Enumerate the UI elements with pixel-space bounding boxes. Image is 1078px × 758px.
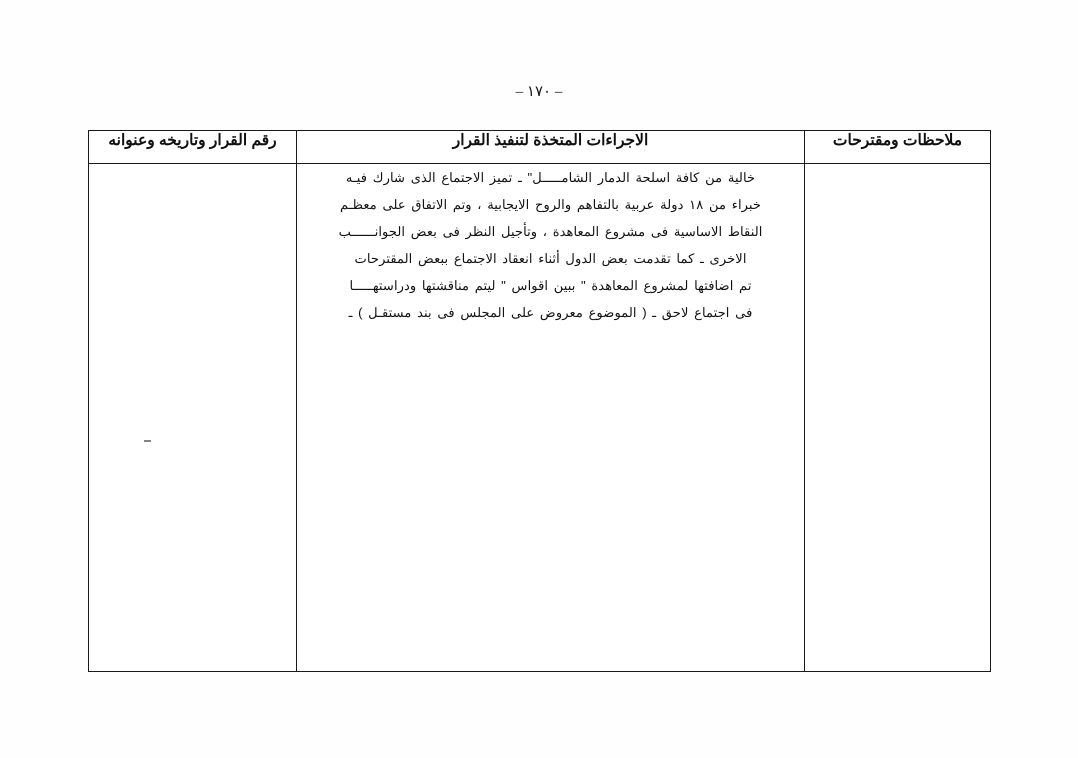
column-header-decision: رقم القرار وتاريخه وعنوانه: [89, 131, 297, 164]
text-line: تم اضافتها لمشروع المعاهدة " ببين اقواس " ليتم مناقشتها ودراستهـــــا: [349, 278, 752, 294]
column-header-notes: ملاحظات ومقترحات: [805, 131, 991, 164]
text-line: الاخرى ـ كما تقدمت بعض الدول أثناء انعقاد الاجتماع ببعض المقترحات: [354, 251, 747, 267]
column-header-actions: الاجراءات المتخذة لتنفيذ القرار: [297, 131, 805, 164]
text-line: خالية من كافة اسلحة الدمار الشامـــــل" ـ تميز الاجتماع الذى شارك فيـه: [345, 170, 756, 185]
text-line: فى اجتماع لاحق ـ ( الموضوع معروض على المجلس فى بند مستقـل ) ـ: [348, 305, 753, 321]
actions-paragraph: [297, 164, 804, 326]
table-header-row: [89, 131, 991, 164]
page-number: – ١٧٠ –: [515, 84, 563, 100]
text-line: النقاط الاساسية فى مشروع المعاهدة ، وتأجيل النظر فى بعض الجوانــــــب: [338, 224, 763, 240]
decisions-table: [88, 130, 991, 672]
scan-artifact-mark: [144, 440, 151, 442]
cell-notes: [805, 164, 991, 672]
cell-actions: [297, 164, 805, 672]
text-line: خبراء من ١٨ دولة عربية بالتفاهم والروح الايجابية ، وتم الاتفاق على معظـم: [339, 197, 762, 213]
cell-decision: [89, 164, 297, 672]
table-row: [89, 164, 991, 672]
